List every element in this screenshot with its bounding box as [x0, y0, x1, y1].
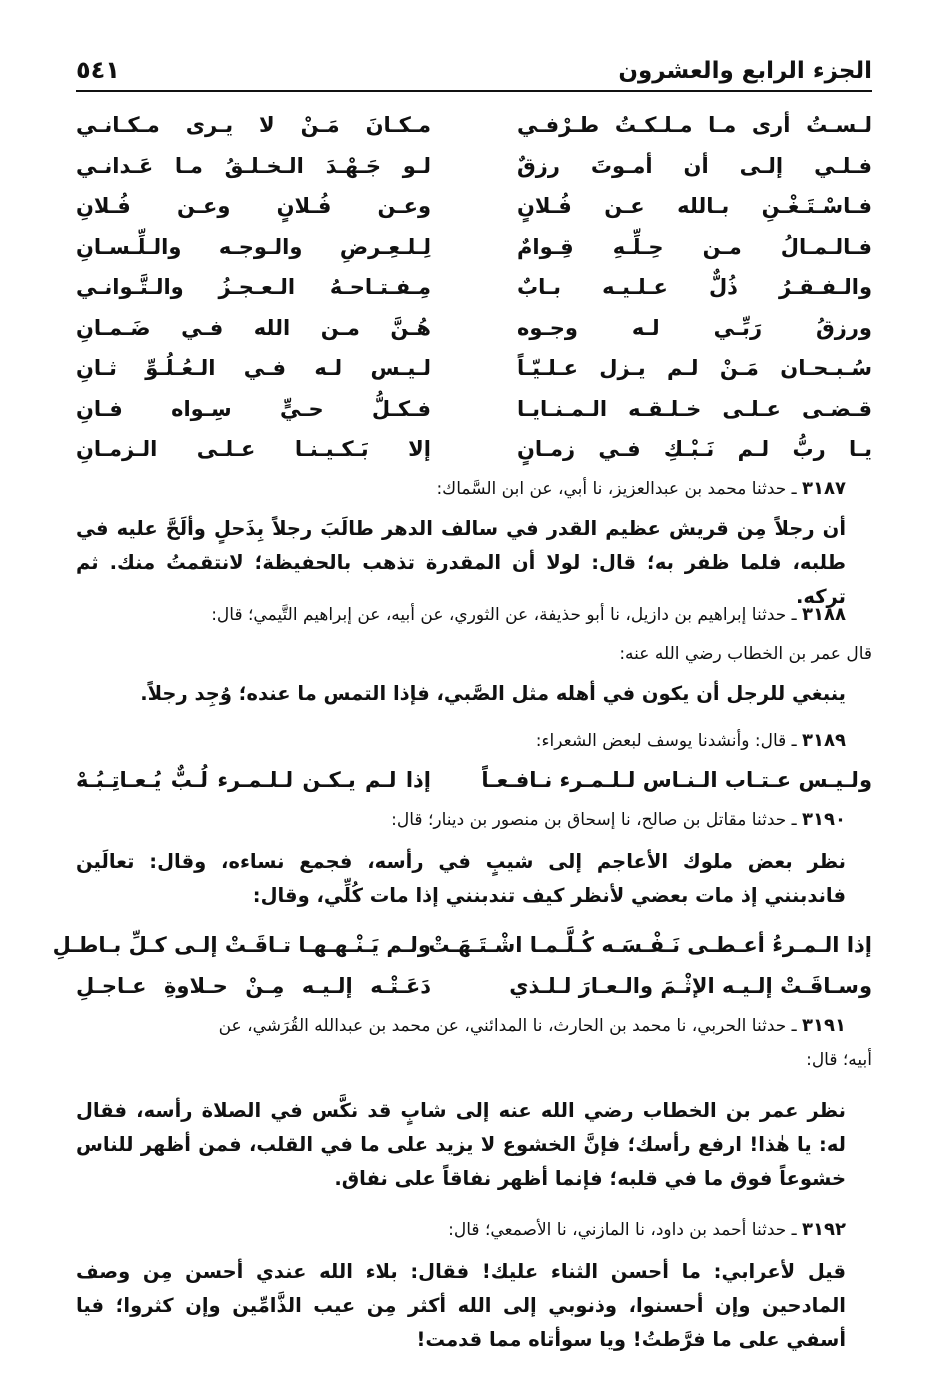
verse-first-hemistich: فـالـمـالُ مـن حِـلِّـهِ قِـوامٌ [517, 234, 872, 259]
verse-second-hemistich: لـيـس لـه فـي الـعُـلُـوِّ ثـانِ [76, 356, 431, 381]
verse-second-hemistich: لـو جَـهْـدَ الـخـلـقُ مـا عَـدانـي [76, 153, 431, 178]
verse-line [52, 925, 872, 966]
verse-second-hemistich: مِـفـتـاحـهُ الـعـجـزُ والـتَّـوانـي [76, 275, 431, 300]
isnad-text: ـ حدثنا الحربي، نا محمد بن الحارث، نا المدائني، عن محمد بن عبدالله القُرَشي، عن [218, 1016, 797, 1036]
poem-block [76, 105, 872, 470]
page-header [76, 44, 872, 84]
hadith-isnad [76, 472, 872, 506]
verse-first-hemistich: والـفـقـرُ ذُلٌّ عـلـيـه بـابٌ [517, 275, 872, 300]
hadith-text: أن رجلاً مِن قريش عظيم القدر في سالف الدهر طالَبَ رجلاً بِذَحلٍ وألَحَّ عليه في طلبه، فلما ظفر به؛ قال: لولا أن المقدرة تذهب بالحفيظة؛ لانتقمتُ منك. ثم تركه. [76, 517, 846, 608]
page-number: ٥٤١ [76, 56, 120, 84]
hadith-text: نظر عمر بن الخطاب رضي الله عنه إلى شابٍ قد نكَّس في الصلاة رأسه، فقال له: يا هٰذا! ارفع رأسك؛ فإنَّ الخشوع لا يزيد على ما في القلب، فمن أظهر للناس خشوعاً فوق ما في قلبه؛ فإنما أظهر نفاقاً على نفاق. [76, 1099, 846, 1190]
isnad-continuation: أبيه؛ قال: [806, 1050, 872, 1070]
hadith-text: ينبغي للرجل أن يكون في أهله مثل الصَّبي، فإذا التمس ما عنده؛ وُجِد رجلاً. [140, 682, 846, 705]
verse-first-hemistich: يـا ربُّ لـم نَـبْـكِ فـي زمـانٍ [517, 437, 872, 462]
isnad-text: ـ قال: وأنشدنا يوسف لبعض الشعراء: [535, 731, 797, 751]
verse-first-hemistich: إذا الـمـرءُ أعـطـى نَـفْـسَـه كُـلَّـمـا اشْـتَـهَـتْ [428, 933, 872, 958]
hadith-intro: قال عمر بن الخطاب رضي الله عنه: [619, 644, 872, 664]
hadith-number: ٣١٩٠ [802, 809, 846, 830]
verse-first-hemistich: وسـاقَـتْ إلـيـه الإثْـمَ والـعـارَ لـلـذي [509, 973, 872, 998]
page-title: الجزء الرابع والعشرون [618, 58, 872, 84]
hadith-number: ٣١٨٧ [802, 478, 846, 499]
verse-first-hemistich: فـاسْـتَـغْـنِ بـالله عـن فُـلانٍ [517, 194, 872, 219]
hadith-number: ٣١٨٩ [802, 730, 846, 751]
hadith-number: ٣١٩١ [802, 1015, 846, 1036]
verse-second-hemistich: إلا بَـكـيـنـا عـلـى الـزمـانِ [76, 437, 431, 462]
hadith-text: نظر بعض ملوك الأعاجم إلى شيبٍ في رأسه، فجمع نساءه، وقال: تعالَين فاندبنني إذ مات بعضي لأنظر كيف تندبنني إذا مات كُلِّي، وقال: [76, 850, 846, 907]
verse-line [76, 105, 872, 146]
isnad-text: ـ حدثنا محمد بن عبدالعزيز، نا أبي، عن ابن السَّماك: [436, 479, 797, 499]
poem-block [52, 925, 872, 1006]
hadith-number: ٣١٨٨ [802, 604, 846, 625]
hadith-isnad [76, 803, 872, 837]
verse-first-hemistich: لـسـتُ أرى مـا مـلـكـتُ طـرْفـي [517, 113, 872, 138]
hadith-isnad [76, 598, 872, 632]
header-rule [76, 90, 872, 92]
isnad-text: ـ حدثنا أحمد بن داود، نا المازني، نا الأصمعي؛ قال: [448, 1220, 797, 1240]
poem-block [76, 760, 872, 801]
verse-line [76, 760, 872, 801]
verse-line [76, 267, 872, 308]
hadith-text: قيل لأعرابي: ما أحسن الثناء عليك! فقال: بلاء الله عندي أحسن مِن وصف المادحين وإن أحسنوا، وذنوبي إلى الله أكثر مِن عيب الذَّامِّين وإن كثروا؛ فيا أسفي على ما فرَّطتُ! ويا سوأتاه مما قدمت! [76, 1260, 846, 1351]
verse-line [76, 429, 872, 470]
hadith-number: ٣١٩٢ [802, 1219, 846, 1240]
hadith-isnad [76, 724, 872, 758]
isnad-text: ـ حدثنا إبراهيم بن دازيل، نا أبو حذيفة، عن الثوري، عن أبيه، عن إبراهيم التَّيمي؛ قال: [211, 605, 797, 625]
verse-line [76, 186, 872, 227]
verse-second-hemistich: فـكـلُّ حـيٍّ سِـواه فـانِ [76, 396, 431, 421]
verse-line [76, 227, 872, 268]
verse-line [76, 966, 872, 1007]
hadith-isnad [76, 1213, 872, 1247]
verse-line [76, 308, 872, 349]
verse-second-hemistich: هُـنَّ مـن الله فـي ضَـمـانِ [76, 315, 431, 340]
verse-second-hemistich: وعـن فُـلانٍ وعـن فُـلانِ [76, 194, 431, 219]
verse-first-hemistich: ولـيـس عـتـاب الـنـاس لـلـمـرء نـافـعـاً [481, 768, 872, 793]
verse-second-hemistich: مـكـانَ مَـنْ لا يـرى مـكـانـي [76, 113, 431, 138]
verse-second-hemistich: ولـم يَـنْـهـهـا تـاقَـتْ إلـى كـلِّ بـاطـلِ [52, 933, 431, 958]
verse-second-hemistich: دَعَـتْـه إلـيـه مِـنْ حـلاوةِ عـاجـلِ [76, 973, 431, 998]
verse-second-hemistich: إذا لـم يـكـن لـلـمـرء لُـبٌّ يُـعـاتِـبُـهْ [76, 768, 431, 793]
hadith-isnad [76, 1009, 872, 1043]
verse-second-hemistich: لِـلـعِـرضِ والـوجـه والـلِّـسـانِ [76, 234, 431, 259]
verse-line [76, 146, 872, 187]
verse-first-hemistich: ورزقُ رَبِّـي لـه وجـوه [517, 315, 872, 340]
verse-first-hemistich: فـلـي إلـى أن أمـوتَ رزقٌ [517, 153, 872, 178]
verse-line [76, 389, 872, 430]
verse-first-hemistich: سُـبـحـان مَـنْ لـم يـزل عـلـيّـاً [517, 356, 872, 381]
isnad-text: ـ حدثنا مقاتل بن صالح، نا إسحاق بن منصور بن دينار؛ قال: [391, 810, 797, 830]
verse-first-hemistich: قـضـى عـلـى خـلـقـه الـمـنـايـا [517, 396, 872, 421]
verse-line [76, 348, 872, 389]
